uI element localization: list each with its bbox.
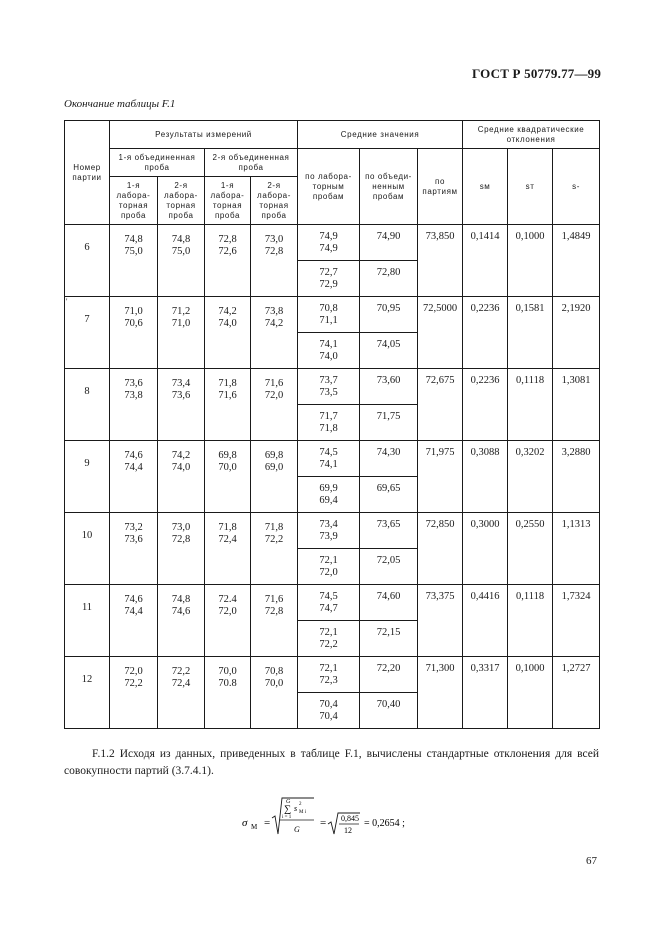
- p1-lab2-value-2: 72,4: [171, 678, 191, 689]
- mean-pooled-cell: 71,75: [360, 405, 418, 441]
- party-number-text: 12: [81, 674, 93, 685]
- mean-lab-value-1: 72,1: [319, 555, 338, 566]
- mean-lab-header: по лабора-торным пробам: [298, 149, 360, 225]
- p2-lab1-value-1: 69,8: [218, 450, 237, 461]
- p2-lab1-header: 1-я лабора-торная проба: [205, 177, 251, 225]
- p1-lab1-cell: [110, 585, 158, 657]
- mean-lab-cell: [298, 549, 360, 585]
- mean-lab-value-2: 71,8: [319, 423, 338, 434]
- mean-party-cell: 73,375: [418, 585, 463, 657]
- p1-lab2-value-2: 74,0: [171, 462, 191, 473]
- sd-s-cell: 1,2727: [553, 657, 600, 729]
- mean-lab-cell: [298, 261, 360, 297]
- p1-lab1-cell: [110, 513, 158, 585]
- sd-t-cell: 0,1581: [508, 297, 553, 369]
- formula-eq1: =: [264, 817, 271, 829]
- party-number-text: 7: [84, 314, 90, 325]
- p2-lab1-value-1: 72,8: [218, 234, 237, 245]
- mean-lab-value-1: 71,7: [319, 411, 338, 422]
- mean-lab-cell: [298, 441, 360, 477]
- p1-lab2-value-1: 72,2: [171, 666, 191, 677]
- sd-t-cell: 0,1000: [508, 225, 553, 297]
- party-number: [65, 585, 110, 657]
- mean-pooled-cell: 72,20: [360, 657, 418, 693]
- p2-lab1-value-2: 72,4: [218, 534, 237, 545]
- p2-lab1-value-2: 70.8: [218, 678, 237, 689]
- mean-lab-value-2: 73,5: [319, 387, 338, 398]
- mean-party-cell: 72,850: [418, 513, 463, 585]
- formula-eq2: =: [320, 817, 327, 829]
- mean-party-cell: 72,5000: [418, 297, 463, 369]
- mean-lab-value-1: 74,1: [319, 339, 338, 350]
- mean-lab-value-2: 69,4: [319, 495, 338, 506]
- p2-lab2-value-1: 71,6: [264, 594, 284, 605]
- mean-pooled-cell: 69,65: [360, 477, 418, 513]
- mean-pooled-cell: 70,40: [360, 693, 418, 729]
- mean-lab-cell: [298, 369, 360, 405]
- p2-lab1-value-1: 70,0: [218, 666, 237, 677]
- p1-lab2-value-2: 71,0: [171, 318, 191, 329]
- table-row: [65, 585, 600, 621]
- mean-lab-value-2: 72,3: [319, 675, 338, 686]
- p1-lab2-value-2: 75,0: [171, 246, 191, 257]
- mean-pooled-header: по объеди-ненным пробам: [360, 149, 418, 225]
- mean-lab-cell: [298, 657, 360, 693]
- party-number: [65, 657, 110, 729]
- mean-pooled-cell: 72,05: [360, 549, 418, 585]
- p1-lab2-cell: [158, 225, 205, 297]
- party-number-text: 8: [84, 386, 90, 397]
- p2-lab2-cell: [251, 441, 298, 513]
- p2-lab1-cell: [205, 513, 251, 585]
- sd-m-cell: 0,3000: [463, 513, 508, 585]
- mean-lab-value-2: 73,9: [319, 531, 338, 542]
- p2-lab1-cell: [205, 585, 251, 657]
- p1-lab2-header: 2-я лабора-торная проба: [158, 177, 205, 225]
- table-row: [65, 441, 600, 477]
- sd-s-cell: 2,1920: [553, 297, 600, 369]
- p1-lab1-cell: [110, 657, 158, 729]
- sd-t-cell: 0,1000: [508, 657, 553, 729]
- mean-lab-cell: [298, 693, 360, 729]
- sd-s-cell: 1,4849: [553, 225, 600, 297]
- p1-lab1-value-2: 73,8: [124, 390, 143, 401]
- sd-t-cell: 0,1118: [508, 369, 553, 441]
- p1-lab1-cell: [110, 225, 158, 297]
- pooled1-header: 1-я объединенная проба: [110, 149, 205, 177]
- party-number-text: 11: [81, 602, 93, 613]
- p1-lab2-value-1: 71,2: [171, 306, 191, 317]
- p1-lab1-value-1: 74,6: [124, 450, 143, 461]
- p2-lab2-value-2: 72,8: [264, 606, 284, 617]
- sd-s-cell: 3,2880: [553, 441, 600, 513]
- p2-lab2-value-2: 72,2: [264, 534, 284, 545]
- p2-lab2-value-1: 69,8: [264, 450, 284, 461]
- p2-lab2-value-2: 70,0: [264, 678, 284, 689]
- mean-pooled-cell: 74,30: [360, 441, 418, 477]
- formula-denominator: G: [294, 825, 300, 834]
- mean-lab-value-2: 72,0: [319, 567, 338, 578]
- sd-s-header: s-: [553, 149, 600, 225]
- mean-lab-value-1: 72,1: [319, 663, 338, 674]
- mean-lab-value-1: 69,9: [319, 483, 338, 494]
- p2-lab1-value-1: 74,2: [218, 306, 237, 317]
- mean-pooled-cell: 73,65: [360, 513, 418, 549]
- sum-term: s: [294, 804, 298, 813]
- party-number: [65, 297, 110, 369]
- paragraph-f12: F.1.2 Исходя из данных, приведенных в таблице F.1, вычислены стандартные отклонения для всей совокупности партий (3.7.4.1).: [64, 748, 599, 777]
- p1-lab1-value-1: 72,0: [124, 666, 143, 677]
- party-number: [65, 225, 110, 297]
- mean-lab-value-1: 72,7: [319, 267, 338, 278]
- p1-lab1-value-2: 75,0: [124, 246, 143, 257]
- p2-lab2-value-1: 70,8: [264, 666, 284, 677]
- party-number: [65, 369, 110, 441]
- p2-lab2-cell: [251, 369, 298, 441]
- formula-lhs: σ: [242, 817, 248, 829]
- p2-lab1-value-1: 71,8: [218, 522, 237, 533]
- p2-lab2-value-1: 73,8: [264, 306, 284, 317]
- mean-lab-value-2: 72,9: [319, 279, 338, 290]
- p2-lab2-value-1: 71,8: [264, 522, 284, 533]
- p1-lab2-value-1: 73,4: [171, 378, 191, 389]
- p1-lab2-cell: [158, 369, 205, 441]
- sd-m-header: sм: [463, 149, 508, 225]
- table-row: [65, 657, 600, 693]
- mean-lab-cell: [298, 513, 360, 549]
- party-number: [65, 441, 110, 513]
- mean-lab-value-1: 72,1: [319, 627, 338, 638]
- p1-lab2-cell: [158, 585, 205, 657]
- sd-m-cell: 0,3088: [463, 441, 508, 513]
- mean-lab-cell: [298, 333, 360, 369]
- p2-lab1-cell: [205, 225, 251, 297]
- mean-pooled-cell: 72,80: [360, 261, 418, 297]
- mean-party-cell: 71,300: [418, 657, 463, 729]
- p2-lab2-value-2: 69,0: [264, 462, 284, 473]
- stray-mark: ': [66, 297, 68, 306]
- sd-t-cell: 0,3202: [508, 441, 553, 513]
- mean-lab-value-1: 70,4: [319, 699, 338, 710]
- mean-party-header: по партиям: [418, 149, 463, 225]
- mean-lab-cell: [298, 225, 360, 261]
- p2-lab1-value-1: 71,8: [218, 378, 237, 389]
- table-caption: Окончание таблицы F.1: [64, 98, 176, 110]
- p1-lab1-value-2: 74,4: [124, 606, 143, 617]
- p1-lab1-value-2: 73,6: [124, 534, 143, 545]
- mean-lab-value-2: 70,4: [319, 711, 338, 722]
- sigma-formula: [242, 794, 442, 844]
- p2-lab1-value-2: 70,0: [218, 462, 237, 473]
- mean-pooled-cell: 74,05: [360, 333, 418, 369]
- sd-m-cell: 0,4416: [463, 585, 508, 657]
- p1-lab2-value-2: 73,6: [171, 390, 191, 401]
- sum-symbol: ∑: [284, 804, 292, 815]
- mean-lab-value-1: 74,9: [319, 231, 338, 242]
- mean-lab-cell: [298, 297, 360, 333]
- mean-lab-value-2: 74,7: [319, 603, 338, 614]
- frac-numerator: 0,845: [341, 814, 359, 823]
- formula-result: = 0,2654 ;: [364, 818, 405, 829]
- table-row: [65, 513, 600, 549]
- p1-lab2-value-1: 73,0: [171, 522, 191, 533]
- mean-lab-value-1: 74,5: [319, 591, 338, 602]
- mean-party-cell: 71,975: [418, 441, 463, 513]
- sd-m-cell: 0,1414: [463, 225, 508, 297]
- mean-pooled-cell: 74,60: [360, 585, 418, 621]
- p1-lab1-cell: [110, 297, 158, 369]
- p2-lab2-value-1: 73,0: [264, 234, 284, 245]
- sd-t-header: sт: [508, 149, 553, 225]
- mean-lab-cell: [298, 621, 360, 657]
- mean-lab-value-2: 72,2: [319, 639, 338, 650]
- p1-lab2-cell: [158, 297, 205, 369]
- p2-lab1-cell: [205, 441, 251, 513]
- p2-lab2-header: 2-я лабора-торная проба: [251, 177, 298, 225]
- document-code: ГОСТ Р 50779.77—99: [472, 66, 602, 81]
- mean-pooled-cell: 72,15: [360, 621, 418, 657]
- p2-lab1-cell: [205, 297, 251, 369]
- mean-lab-value-1: 73,7: [319, 375, 338, 386]
- mean-lab-value-1: 70,8: [319, 303, 338, 314]
- p1-lab2-cell: [158, 657, 205, 729]
- p2-lab2-cell: [251, 657, 298, 729]
- mean-lab-value-2: 74,0: [319, 351, 338, 362]
- p1-lab1-cell: [110, 369, 158, 441]
- p1-lab2-value-1: 74,8: [171, 234, 191, 245]
- sd-s-cell: 1,3081: [553, 369, 600, 441]
- party-number: [65, 513, 110, 585]
- p1-lab2-value-1: 74,2: [171, 450, 191, 461]
- mean-lab-value-2: 74,9: [319, 243, 338, 254]
- mean-pooled-cell: 74,90: [360, 225, 418, 261]
- mean-lab-cell: [298, 585, 360, 621]
- mean-lab-cell: [298, 405, 360, 441]
- mean-lab-cell: [298, 477, 360, 513]
- measurements-table: [64, 120, 600, 729]
- sum-term-sub: М i: [299, 810, 307, 815]
- p2-lab1-cell: [205, 657, 251, 729]
- measurements-header: Результаты измерений: [110, 121, 298, 149]
- p2-lab2-cell: [251, 297, 298, 369]
- sd-t-cell: 0,2550: [508, 513, 553, 585]
- p1-lab1-value-1: 74,8: [124, 234, 143, 245]
- p1-lab1-value-2: 70,6: [124, 318, 143, 329]
- p1-lab1-cell: [110, 441, 158, 513]
- party-number-text: 10: [81, 530, 93, 541]
- sd-header: Средние квадратические отклонения: [463, 121, 600, 149]
- sum-term-sup: 2: [299, 802, 302, 807]
- table-row: [65, 369, 600, 405]
- mean-lab-value-1: 74,5: [319, 447, 338, 458]
- p1-lab1-value-1: 73,6: [124, 378, 143, 389]
- table-row: [65, 297, 600, 333]
- p2-lab1-cell: [205, 369, 251, 441]
- mean-lab-value-2: 71,1: [319, 315, 338, 326]
- p1-lab2-cell: [158, 441, 205, 513]
- p1-lab1-value-2: 72,2: [124, 678, 143, 689]
- p1-lab1-value-2: 74,4: [124, 462, 143, 473]
- p1-lab1-value-1: 71,0: [124, 306, 143, 317]
- p2-lab1-value-2: 72,6: [218, 246, 237, 257]
- mean-pooled-cell: 73,60: [360, 369, 418, 405]
- mean-party-cell: 73,850: [418, 225, 463, 297]
- sd-s-cell: 1,7324: [553, 585, 600, 657]
- frac-denominator: 12: [344, 826, 352, 835]
- table-row: [65, 225, 600, 261]
- p2-lab2-value-2: 74,2: [264, 318, 284, 329]
- p2-lab1-value-1: 72.4: [218, 594, 237, 605]
- p2-lab1-value-2: 74,0: [218, 318, 237, 329]
- means-header: Средние значения: [298, 121, 463, 149]
- p2-lab1-value-2: 72,0: [218, 606, 237, 617]
- pooled2-header: 2-я объединенная проба: [205, 149, 298, 177]
- p2-lab2-cell: [251, 585, 298, 657]
- p1-lab2-value-2: 72,8: [171, 534, 191, 545]
- p2-lab2-value-2: 72,0: [264, 390, 284, 401]
- p2-lab2-value-2: 72,8: [264, 246, 284, 257]
- p1-lab2-value-2: 74,6: [171, 606, 191, 617]
- party-number-text: 9: [84, 458, 90, 469]
- formula-lhs-sub: М: [251, 823, 258, 831]
- radical-sign-1: [272, 798, 314, 834]
- sd-m-cell: 0,2236: [463, 369, 508, 441]
- mean-lab-value-2: 74,1: [319, 459, 338, 470]
- p1-lab1-value-1: 74,6: [124, 594, 143, 605]
- p1-lab2-cell: [158, 513, 205, 585]
- p2-lab2-cell: [251, 225, 298, 297]
- sd-s-cell: 1,1313: [553, 513, 600, 585]
- mean-party-cell: 72,675: [418, 369, 463, 441]
- sd-m-cell: 0,3317: [463, 657, 508, 729]
- p1-lab1-value-1: 73,2: [124, 522, 143, 533]
- p1-lab1-header: 1-я лабора-торная проба: [110, 177, 158, 225]
- sd-m-cell: 0,2236: [463, 297, 508, 369]
- p2-lab1-value-2: 71,6: [218, 390, 237, 401]
- p1-lab2-value-1: 74,8: [171, 594, 191, 605]
- p2-lab2-value-1: 71,6: [264, 378, 284, 389]
- sum-upper: G: [286, 799, 291, 805]
- page-number: 67: [586, 855, 597, 867]
- party-header: Номер партии: [65, 121, 110, 225]
- mean-pooled-cell: 70,95: [360, 297, 418, 333]
- sum-lower: i = 1: [282, 815, 292, 820]
- sd-t-cell: 0,1118: [508, 585, 553, 657]
- party-number-text: 6: [84, 242, 90, 253]
- p2-lab2-cell: [251, 513, 298, 585]
- mean-lab-value-1: 73,4: [319, 519, 338, 530]
